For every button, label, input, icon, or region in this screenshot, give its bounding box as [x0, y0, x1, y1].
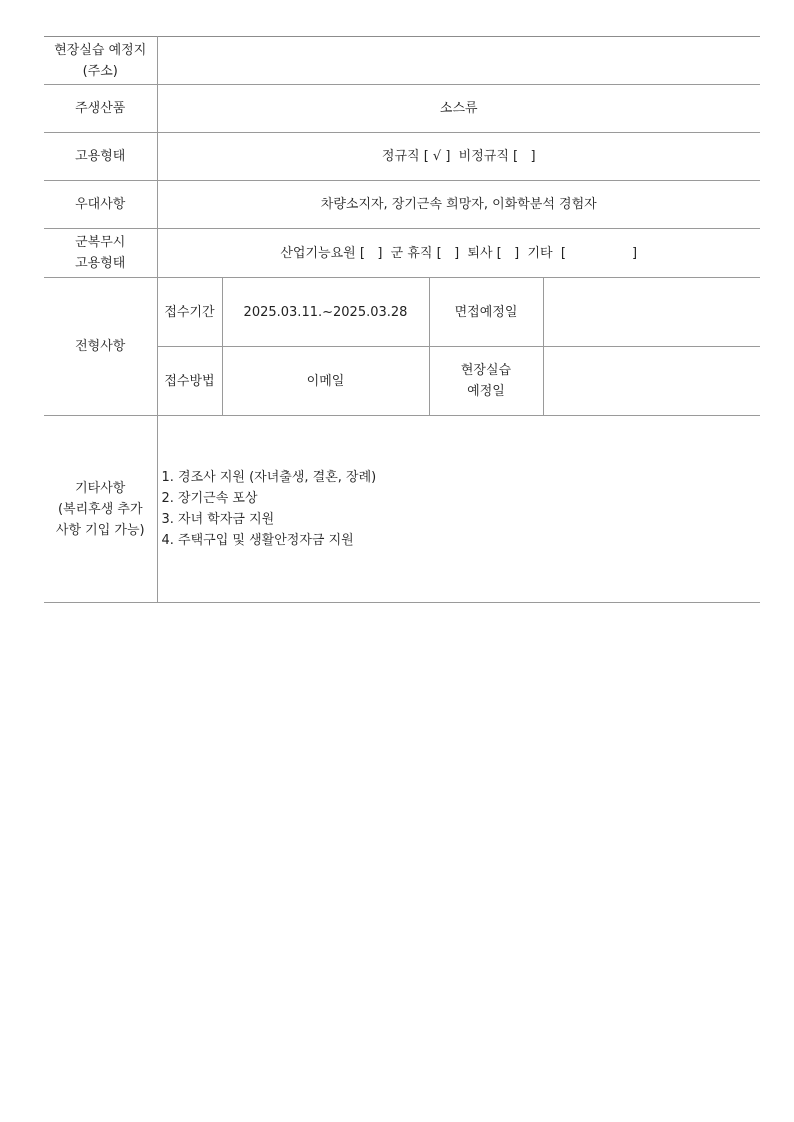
site-location-label: 현장실습 예정지 (주소)	[44, 37, 157, 85]
main-product-value: 소스류	[157, 85, 760, 133]
interview-value	[543, 278, 760, 347]
row-selection-period	[44, 278, 760, 347]
row-military	[44, 229, 760, 278]
row-main-product	[44, 85, 760, 133]
benefit-item: 1. 경조사 지원 (자녀출생, 결혼, 장례)	[161, 470, 377, 485]
preference-label: 우대사항	[44, 181, 157, 229]
employment-type-label: 고용형태	[44, 133, 157, 181]
employment-type-value: 정규직 [ √ ] 비정규직 [ ]	[157, 133, 760, 181]
practice-label: 현장실습 예정일	[429, 347, 543, 416]
row-site-location	[44, 37, 760, 85]
row-preference	[44, 181, 760, 229]
interview-label: 면접예정일	[429, 278, 543, 347]
row-employment-type	[44, 133, 760, 181]
job-info-table	[44, 36, 760, 603]
military-value: 산업기능요원 [ ] 군 휴직 [ ] 퇴사 [ ] 기타 [ ]	[157, 229, 760, 278]
period-label: 접수기간	[157, 278, 222, 347]
benefit-item: 4. 주택구입 및 생활안정자금 지원	[161, 533, 354, 548]
practice-value	[543, 347, 760, 416]
other-label: 기타사항 (복리후생 추가 사항 기입 가능)	[44, 416, 157, 603]
benefit-item: 2. 장기근속 포상	[161, 491, 258, 506]
period-value: 2025.03.11.~2025.03.28	[222, 278, 429, 347]
preference-value: 차량소지자, 장기근속 희망자, 이화학분석 경험자	[157, 181, 760, 229]
main-product-label: 주생산품	[44, 85, 157, 133]
benefit-item: 3. 자녀 학자금 지원	[161, 512, 275, 527]
site-location-value	[157, 37, 760, 85]
selection-label: 전형사항	[44, 278, 157, 416]
benefits-list	[157, 416, 760, 603]
method-label: 접수방법	[157, 347, 222, 416]
row-other	[44, 416, 760, 603]
military-label: 군복무시 고용형태	[44, 229, 157, 278]
method-value: 이메일	[222, 347, 429, 416]
